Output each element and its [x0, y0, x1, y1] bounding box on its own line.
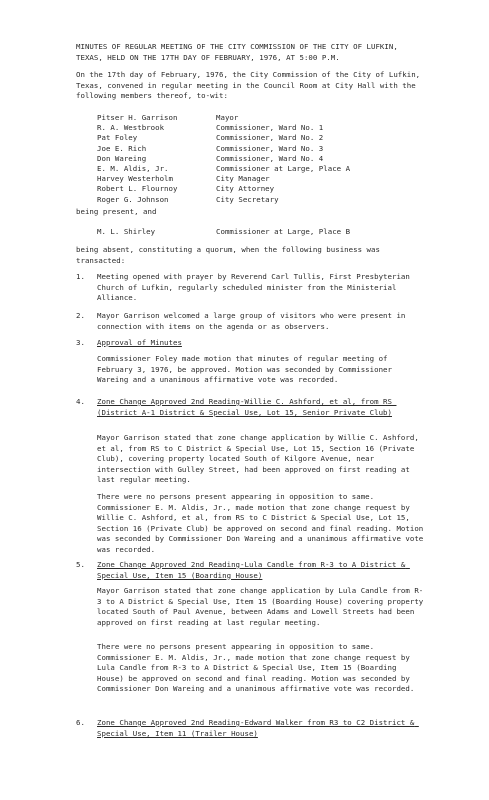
item-5-text-2: There were no persons present appearing in opposition to same. Commissioner E. M. Aldis, Jr., made motion that zone change request by Lula Candle from R-3 to A District & Special Use, Item 15 (Boarding House) be approved on second and final reading. Motion was seconded by Commissioner Don Wareing and a unanimous affirmative vote was recorded.: [97, 642, 415, 694]
member-name: Harvey Westerholm: [97, 174, 173, 184]
being-present-line: being present, and: [76, 207, 157, 216]
member-name: Don Wareing: [97, 153, 147, 163]
member-row: [97, 144, 366, 154]
member-name: Pitser H. Garrison: [97, 113, 178, 122]
member-row: [97, 123, 366, 133]
item-6-heading: Zone Change Approved 2nd Reading-Edward Walker from R3 to C2 District & Special Use, Item 11 (Trailer House): [97, 718, 419, 738]
item-number: 2.: [76, 311, 85, 320]
item-3-heading: Approval of Minutes: [97, 338, 182, 347]
item-4-heading: Zone Change Approved 2nd Reading-Willie C. Ashford, et al, from RS (District A-1 District & Special Use, Lot 15, Senior Private Club): [97, 397, 397, 417]
member-role: City Attorney: [216, 184, 275, 194]
member-row: [97, 184, 366, 194]
member-row: [97, 174, 366, 184]
member-role: Mayor: [216, 113, 239, 122]
item-number: 3.: [76, 338, 85, 347]
member-role: Commissioner at Large, Place B: [216, 227, 351, 236]
item-3-text: Commissioner Foley made motion that minutes of regular meeting of February 3, 1976, be approved. Motion was seconded by Commissioner Wareing and a unanimous affirmative vote was recorded.: [97, 354, 397, 385]
member-role: Commissioner, Ward No. 4: [216, 153, 324, 163]
item-4-text-2: There were no persons present appearing in opposition to same. Commissioner E. M. Aldis, Jr., made motion that zone change request by Willie C. Ashford, et al, from RS to C District & Special Use, Lot 15, Section 16 (Private Club) be approved on second and final reading. Motion was seconded by Commissioner Don Wareing and a unanimous affirmative vote was recorded.: [97, 492, 428, 554]
member-name: Robert L. Flournoy: [97, 184, 178, 194]
member-name: M. L. Shirley: [97, 227, 156, 236]
item-number: 1.: [76, 272, 85, 281]
member-role: Commissioner, Ward No. 2: [216, 133, 324, 143]
member-row: [97, 195, 366, 205]
member-name: Joe E. Rich: [97, 143, 147, 153]
item-1-text: Meeting opened with prayer by Reverend Carl Tullis, First Presbyterian Church of Lufkin, regularly scheduled minister from the Ministerial Alliance.: [97, 272, 415, 303]
quorum-statement: being absent, constituting a quorum, when the following business was transacted:: [76, 245, 385, 265]
member-role: Commissioner, Ward No. 3: [216, 143, 324, 153]
member-name: Pat Foley: [97, 133, 138, 143]
item-number: 4.: [76, 397, 85, 406]
item-5-heading: Zone Change Approved 2nd Reading-Lula Candle from R-3 to A District & Special Use, Item 15 (Boarding House): [97, 560, 410, 580]
member-role: Commissioner, Ward No. 1: [216, 123, 324, 133]
intro-paragraph: On the 17th day of February, 1976, the City Commission of the City of Lufkin, Texas, convened in regular meeting in the Council Room at City Hall with the following members thereof, to-wit:: [76, 70, 425, 101]
member-name: Roger G. Johnson: [97, 194, 169, 204]
member-row: [97, 164, 366, 174]
item-number: 6.: [76, 718, 85, 727]
member-row: [97, 154, 366, 164]
item-5-text: Mayor Garrison stated that zone change application by Lula Candle from R-3 to A District & Special Use, Item 15 (Boarding House) covering property located South of Paul Avenue, between Adams and Lowell Streets had been approved on first reading at last regular meeting.: [97, 586, 428, 627]
item-number: 5.: [76, 560, 85, 569]
member-role: City Manager: [216, 174, 270, 184]
member-role: City Secretary: [216, 194, 279, 204]
member-row: [97, 113, 366, 123]
item-2-text: Mayor Garrison welcomed a large group of visitors who were present in connection with items on the agenda or as observers.: [97, 311, 410, 331]
absent-member: [97, 227, 396, 237]
member-name: E. M. Aldis, Jr.: [97, 163, 169, 173]
present-members-list: [97, 113, 366, 205]
item-4-text: Mayor Garrison stated that zone change application by Willie C. Ashford, et al, from RS to C District & Special Use, Lot 15, Section 16 (Private Club), covering property located South of Kilgore Avenue, near intersection with Gulley Street, had been approved on first reading at last regular meeting.: [97, 433, 424, 485]
member-role: Commissioner at Large, Place A: [216, 163, 351, 173]
document-title: MINUTES OF REGULAR MEETING OF THE CITY COMMISSION OF THE CITY OF LUFKIN, TEXAS, HELD ON THE 17TH DAY OF FEBRUARY, 1976, AT 5:00 P.M.: [76, 42, 403, 62]
member-name: R. A. Westbrook: [97, 123, 165, 133]
member-row: [97, 227, 396, 237]
member-row: [97, 133, 366, 143]
